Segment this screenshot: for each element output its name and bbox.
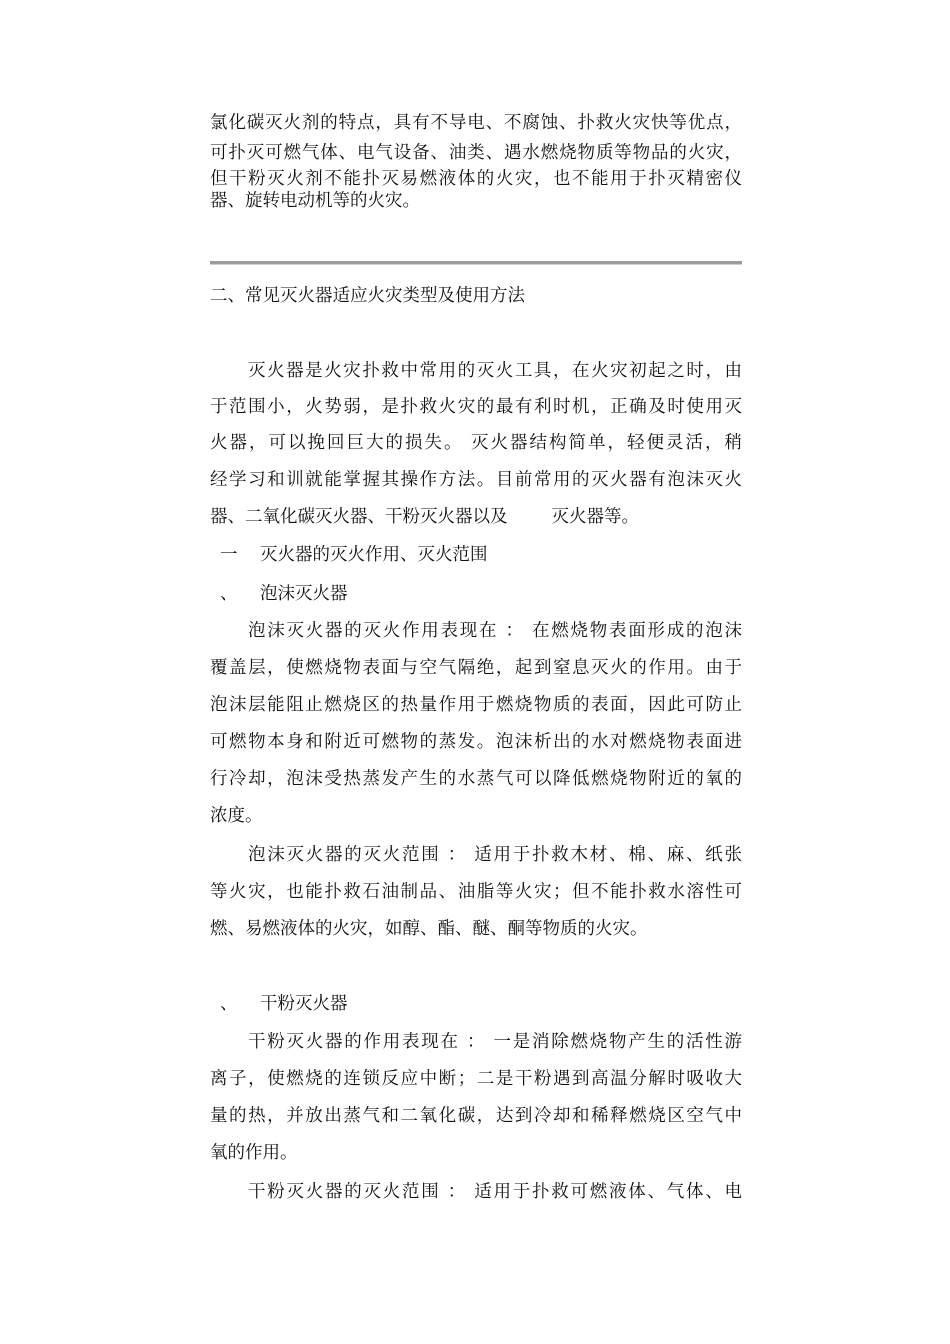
foam-number: 、 xyxy=(220,584,238,604)
powder-effect-line-2: 离子，使燃烧的连锁反应中断；二是干粉遇到高温分解时吸收大 xyxy=(210,1069,742,1089)
powder-effect-line-3: 量的热，并放出蒸气和二氧化碳，达到冷却和稀释燃烧区空气中 xyxy=(210,1106,742,1126)
foam-heading xyxy=(220,581,752,607)
foam-title: 泡沫灭火器 xyxy=(260,584,348,604)
subsection-title: 灭火器的灭火作用、灭火范围 xyxy=(260,545,488,565)
powder-number: 、 xyxy=(220,994,238,1014)
powder-range-line-1: 干粉灭火器的灭火范围 ： 适用于扑救可燃液体、气体、电 xyxy=(248,1182,742,1202)
foam-effect-line-4: 可燃物本身和附近可燃物的蒸发。泡沫析出的水对燃烧物表面进 xyxy=(210,732,742,752)
intro-line-2: 可扑灭可燃气体、电气设备、油类、遇水燃烧物质等物品的火灾， xyxy=(210,143,742,163)
powder-effect-line-4: 氧的作用。 xyxy=(210,1143,298,1163)
intro-line-1: 氯化碳灭火剂的特点，具有不导电、不腐蚀、扑救火灾快等优点， xyxy=(210,113,742,133)
foam-effect-line-1: 泡沫灭火器的灭火作用表现在 ： 在燃烧物表面形成的泡沫 xyxy=(248,621,742,641)
intro-line-3: 但干粉灭火剂不能扑灭易燃液体的火灾，也不能用于扑灭精密仪 xyxy=(210,169,742,189)
foam-effect-line-6: 浓度。 xyxy=(210,806,263,826)
foam-range-line-1: 泡沫灭火器的灭火范围 ： 适用于扑救木材、棉、麻、纸张 xyxy=(248,845,742,865)
intro-line-4: 器、旋转电动机等的火灾。 xyxy=(210,191,420,211)
overview-line-3: 火器，可以挽回巨大的损失。 灭火器结构简单，轻便灵活，稍 xyxy=(210,433,742,453)
foam-range-line-3: 燃、易燃液体的火灾，如醇、酯、醚、酮等物质的火灾。 xyxy=(210,919,648,939)
overview-line-2: 于范围小，火势弱，是扑救火灾的最有利时机，正确及时使用灭 xyxy=(210,397,742,417)
overview-line-5 xyxy=(210,504,742,530)
horizontal-divider xyxy=(210,261,742,265)
powder-heading xyxy=(220,991,752,1017)
overview-line-4: 经学习和训就能掌握其操作方法。目前常用的灭火器有泡沫灭火 xyxy=(210,470,742,490)
overview-line-1: 灭火器是火灾扑救中常用的灭火工具，在火灾初起之时，由 xyxy=(248,361,742,381)
foam-effect-line-3: 泡沫层能阻止燃烧区的热量作用于燃烧物质的表面，因此可防止 xyxy=(210,695,742,715)
subsection-heading xyxy=(220,542,752,568)
overview-line-5-tail: 灭火器等。 xyxy=(551,507,639,527)
foam-effect-line-2: 覆盖层，使燃烧物表面与空气隔绝，起到窒息灭火的作用。由于 xyxy=(210,658,742,678)
overview-line-5-text: 器、二氧化碳灭火器、干粉灭火器以及 xyxy=(210,507,508,527)
powder-effect-line-1: 干粉灭火器的作用表现在 ： 一是消除燃烧物产生的活性游 xyxy=(248,1032,742,1052)
foam-range-line-2: 等火灾，也能扑救石油制品、油脂等火灾；但不能扑救水溶性可 xyxy=(210,882,742,902)
powder-title: 干粉灭火器 xyxy=(260,994,348,1014)
section-heading: 二、常见灭火器适应火灾类型及使用方法 xyxy=(210,286,525,306)
foam-effect-line-5: 行冷却，泡沫受热蒸发产生的水蒸气可以降低燃烧物附近的氧的 xyxy=(210,769,742,789)
subsection-number: 一 xyxy=(220,545,238,565)
